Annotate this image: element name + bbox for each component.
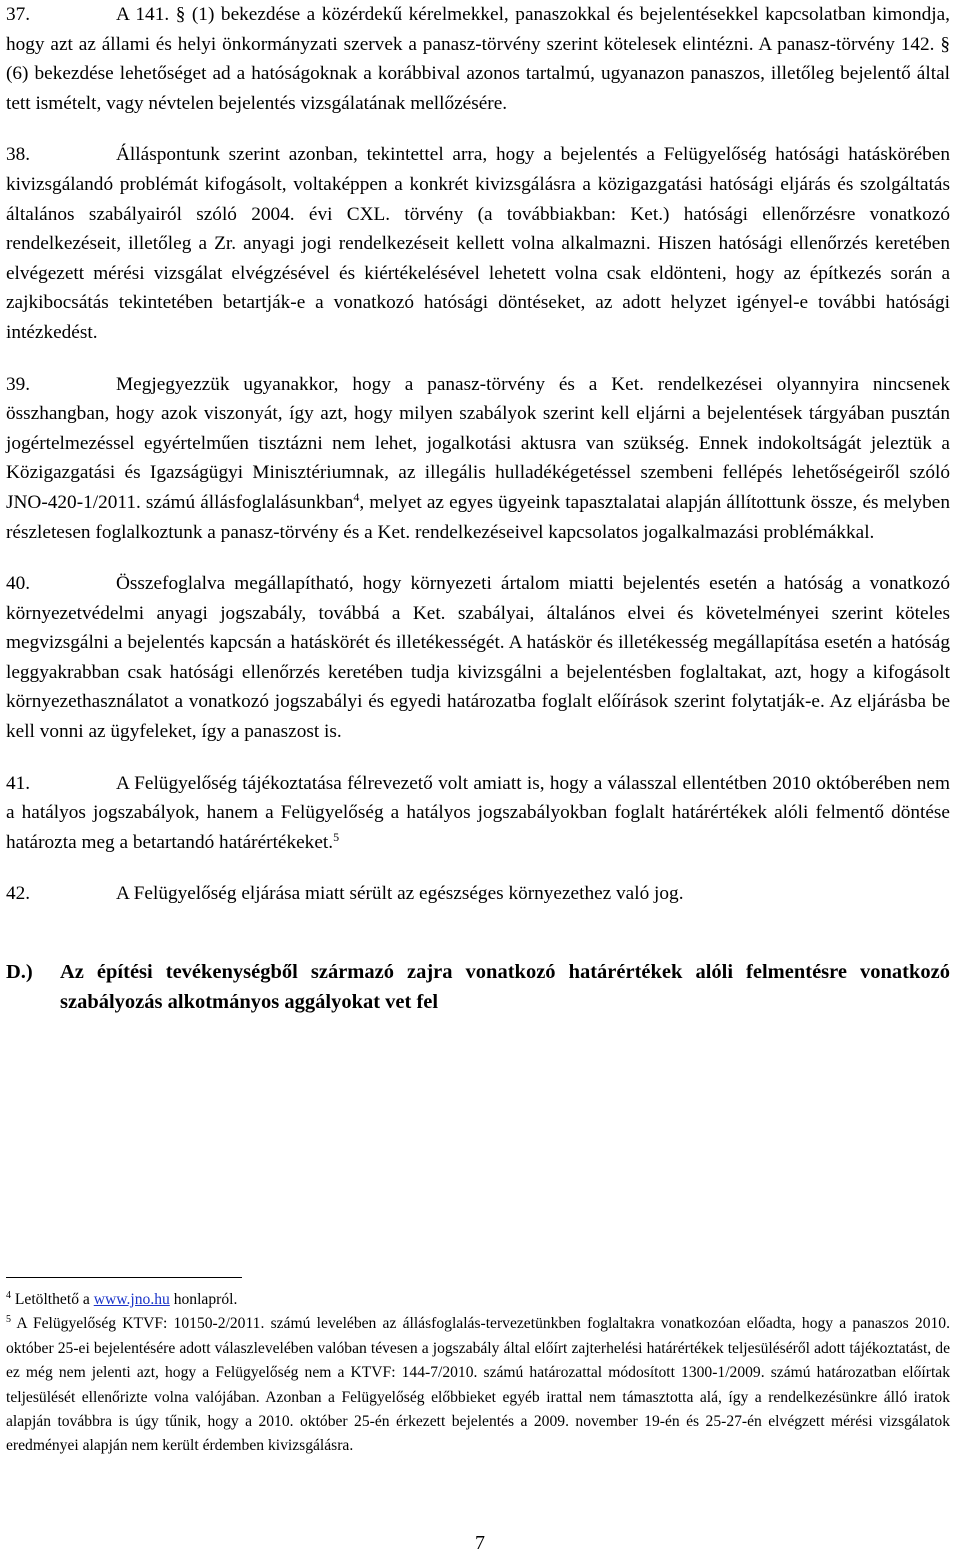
footnote-4 [6,1288,950,1312]
footnote-reference-5[interactable]: 5 [333,829,340,844]
section-heading-number: D.) [6,961,33,984]
paragraph-39 [6,370,950,548]
paragraph-number: 40. [6,573,31,595]
footnote-reference-4[interactable]: 4 [353,489,360,504]
footnote-text: A Felügyelőség KTVF: 10150-2/2011. számú levelében az állásfoglalás-tervezetünkben foglaltakra vonatkozóan előadta, hogy a panaszos 2010. október 25-ei bejelentésére adott válaszlevelében valóban tévesen a jogszabály által előírt zajterhelési határértékek teljesüléséről adott tájékoztatást, de ez még nem jelenti azt, hogy a Felügyelőség nem a KTVF: 144-7/2010. számú határozattal módosított 1300-1/2009. számú határozatban előírtak teljesülését ellenőrizte volna valójában. Azonban a Felügyelőség előbbieket egyéb irattal nem támasztotta alá, így a rendelkezésünkre álló iratok alapján továbbra is úgy tűnik, hogy a 2010. október 25-én érkezett bejelentés a 2009. november 19-én és 25-27-én elvégzett mérési vizsgálatok eredményei alapján nem került érdemben kivizsgálásra. [6,1315,950,1455]
footnote-5 [6,1312,950,1458]
section-heading-text: Az építési tevékenységből származó zajra vonatkozó határértékek alóli felmentésre vonatkozó szabályozás alkotmányos aggályokat vet fel [60,961,950,1014]
paragraph-text: A Felügyelőség eljárása miatt sérült az egészséges környezethez való jog. [116,883,684,905]
paragraph-41 [6,769,950,858]
paragraph-number: 39. [6,373,31,395]
jno-website-link[interactable]: www.jno.hu [93,1291,170,1308]
footnote-separator [6,1277,242,1278]
footnotes [6,1288,950,1459]
paragraph-42 [6,879,950,909]
paragraph-38 [6,140,950,347]
paragraph-text: A 141. § (1) bekezdése a közérdekű kérelmekkel, panaszokkal és bejelentésekkel kapcsolatban kimondja, hogy azt az állami és helyi önkormányzati szervek a panasz-törvény szerint kötelesek elintézni. A panasz-törvény 142. § (6) bekezdése lehetőséget ad a hatóságoknak a korábbival azonos tartalmú, ugyanazon panaszos, illetőleg bejelentő által tett ismételt, vagy névtelen bejelentés vizsgálatának mellőzésére. [6,4,950,114]
paragraph-text: Álláspontunk szerint azonban, tekintettel arra, hogy a bejelentés a Felügyelőség hatósági hatáskörében kivizsgálandó problémát kifogásolt, voltaképpen a konkrét kivizsgálásra a közigazgatási hatósági eljárás és szolgáltatás általános szabályairól szóló 2004. évi CXL. törvény (a továbbiakban: Ket.) hatósági ellenőrzésre vonatkozó rendelkezéseit, illetőleg a Zr. anyagi jogi rendelkezéseit kellett volna alkalmazni. Hiszen hatósági ellenőrzés keretében elvégezett mérési vizsgálat elvégzésével és kiértékelésével lehetett volna csak eldönteni, hogy az építkezés során a zajkibocsátás tekintetében betartják-e a vonatkozó hatósági döntéseket, az adott helyzet igényel-e további hatósági intézkedést. [6,144,950,343]
paragraph-number: 42. [6,883,31,905]
footnote-text-continued: honlapról. [169,1291,238,1308]
paragraph-text: Összefoglalva megállapítható, hogy környezeti ártalom miatti bejelentés esetén a hatóság a vonatkozó környezetvédelmi anyagi jogszabály, továbbá a Ket. szabályai, általános elvei és követelményei szerint köteles megvizsgálni a bejelentés kapcsán a hatáskörét és illetékességét. A hatáskör és illetékesség megállapítása esetén a hatóság leggyakrabban csak hatósági ellenőrzés keretében tudja kivizsgálni a bejelentésben foglaltakat, azt, hogy a kifogásolt környezethasználatot a vonatkozó jogszabályi és egyedi határozatba foglalt előírások szerint folytatják-e. Az eljárásba be kell vonni az ügyfeleket, így a panaszost is. [6,573,950,743]
page-number: 7 [475,1532,485,1554]
footnote-text: Letölthető a [11,1291,94,1308]
paragraph-number: 37. [6,4,31,25]
section-heading [6,957,950,1017]
footnote-marker: 4 [6,1290,11,1301]
paragraph-text: Megjegyezzük ugyanakkor, hogy a panasz-törvény és a Ket. rendelkezései olyannyira nincsenek összhangban, hogy azok viszonyát, így azt, hogy milyen szabályok szerint kell eljárni a bejelentések tárgyában pusztán jogértelmezéssel egyértelműen tisztázni nem lehet, jogalkotási aktusra van szükség. Ennek indokoltságát jeleztük a Közigazgatási és Igazságügyi Minisztériumnak, az illegális hulladékégetéssel szembeni fellépés lehetőségeiről szóló JNO-420-1/2011. számú állásfoglalásunkban [6,373,950,513]
paragraph-37 [6,0,950,118]
footnote-marker: 5 [6,1314,11,1326]
paragraph-number: 41. [6,772,31,794]
document-page [6,0,950,1017]
paragraph-40 [6,569,950,747]
paragraph-number: 38. [6,144,31,166]
paragraph-text-continued: , melyet az egyes ügyeink tapasztalatai alapján állítottunk össze, és melyben részletesen foglalkoztunk a panasz-törvény és a Ket. rendelkezéseivel kapcsolatos jogalkalmazási problémákkal. [6,491,951,543]
paragraph-text: A Felügyelőség tájékoztatása félrevezető volt amiatt is, hogy a válasszal ellentétben 2010 októberében nem a hatályos jogszabályok, hanem a Felügyelőség a hatályos jogszabályokban foglalt határértékek alóli felmentő döntése határozta meg a betartandó határértékeket. [6,772,950,853]
